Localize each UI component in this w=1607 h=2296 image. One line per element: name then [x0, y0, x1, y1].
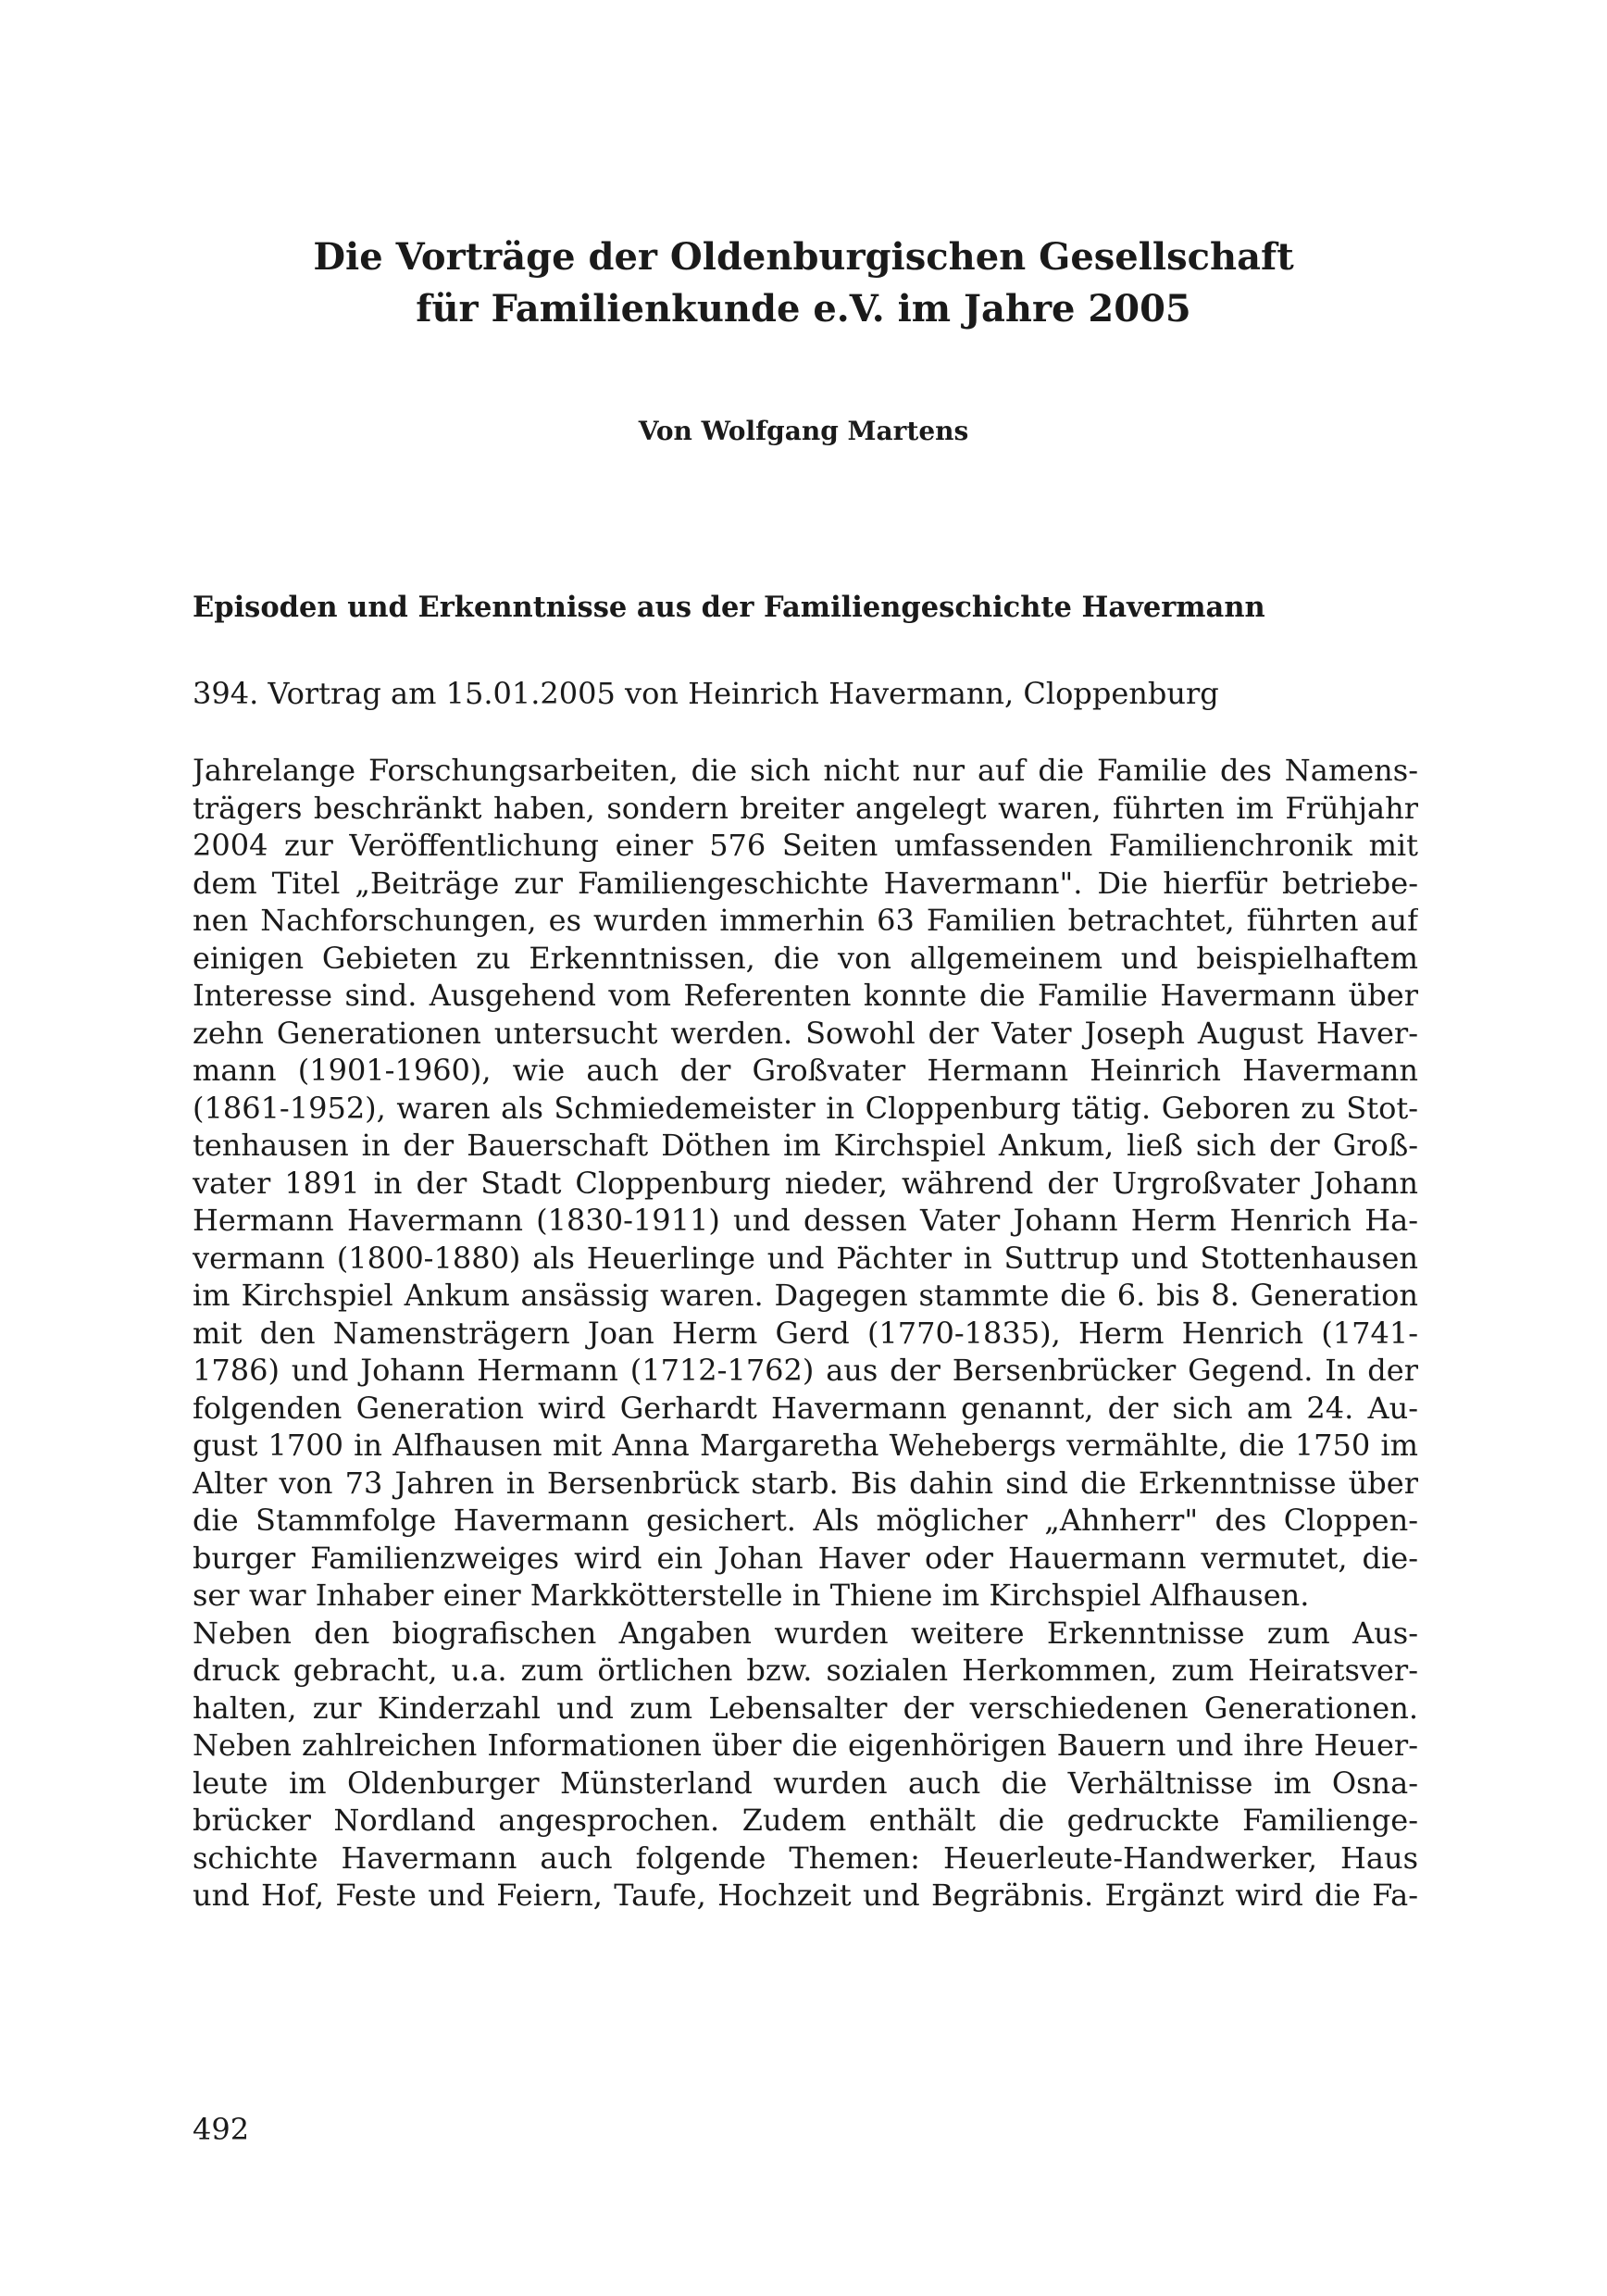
page-title-line-1: Die Vorträge der Oldenburgischen Gesellschaft [313, 235, 1294, 279]
body-line: halten, zur Kinderzahl und zum Lebensalter der verschiedenen Generationen. [193, 1690, 1418, 1726]
body-line: vater 1891 in der Stadt Cloppenburg nieder, während der Urgroßvater Johann [193, 1165, 1418, 1201]
page-title [185, 231, 1422, 335]
body-line: mit den Namensträgern Joan Herm Gerd (1770-1835), Herm Henrich (1741- [193, 1315, 1418, 1351]
author-line: Von Wolfgang Martens [638, 416, 969, 446]
body-line: Jahrelange Forschungsarbeiten, die sich nicht nur auf die Familie des Namens- [193, 753, 1418, 788]
body-line: im Kirchspiel Ankum ansässig waren. Dagegen stammte die 6. bis 8. Generation [193, 1278, 1418, 1313]
body-line: leute im Oldenburger Münsterland wurden auch die Verhältnisse im Osna- [193, 1765, 1418, 1801]
body-line: die Stammfolge Havermann gesichert. Als möglicher „Ahnherr" des Cloppen- [193, 1503, 1418, 1538]
body-line: einigen Gebieten zu Erkenntnissen, die von allgemeinem und beispielhaftem [193, 940, 1418, 976]
body-line: 1786) und Johann Hermann (1712-1762) aus der Bersenbrücker Gegend. In der [193, 1353, 1418, 1388]
page-title-line-2: für Familienkunde e.V. im Jahre 2005 [416, 287, 1191, 331]
body-line: druck gebracht, u.a. zum örtlichen bzw. sozialen Herkommen, zum Heiratsver- [193, 1653, 1418, 1688]
body-line: trägers beschränkt haben, sondern breiter angelegt waren, führten im Frühjahr [193, 790, 1418, 826]
section-heading: Episoden und Erkenntnisse aus der Familiengeschichte Havermann [193, 591, 1265, 624]
lecture-info: 394. Vortrag am 15.01.2005 von Heinrich Havermann, Cloppenburg [193, 676, 1219, 711]
body-line: Interesse sind. Ausgehend vom Referenten konnte die Familie Havermann über [193, 978, 1418, 1013]
body-line: (1861-1952), waren als Schmiedemeister in Cloppenburg tätig. Geboren zu Stot- [193, 1090, 1418, 1126]
body-line: vermann (1800-1880) als Heuerlinge und Pächter in Suttrup und Stottenhausen [193, 1240, 1418, 1276]
body-line: burger Familienzweiges wird ein Johan Haver oder Hauermann vermutet, die- [193, 1540, 1418, 1576]
body-line-paragraph-end: ser war Inhaber einer Markkötterstelle in Thiene im Kirchspiel Alfhausen. [193, 1578, 1310, 1613]
body-line: folgenden Generation wird Gerhardt Havermann genannt, der sich am 24. Au- [193, 1390, 1418, 1426]
body-line: tenhausen in der Bauerschaft Döthen im Kirchspiel Ankum, ließ sich der Groß- [193, 1128, 1418, 1163]
body-line: Neben zahlreichen Informationen über die eigenhörigen Bauern und ihre Heuer- [193, 1728, 1418, 1763]
body-line: Neben den biografischen Angaben wurden weitere Erkenntnisse zum Aus- [193, 1615, 1418, 1651]
body-text [193, 752, 1418, 1915]
body-line: und Hof, Feste und Feiern, Taufe, Hochzeit und Begräbnis. Ergänzt wird die Fa- [193, 1878, 1418, 1913]
body-line: 2004 zur Veröffentlichung einer 576 Seiten umfassenden Familienchronik mit [193, 828, 1418, 863]
body-line: gust 1700 in Alfhausen mit Anna Margaretha Wehebergs vermählte, die 1750 im [193, 1428, 1418, 1463]
body-line: zehn Generationen untersucht werden. Sowohl der Vater Joseph August Haver- [193, 1015, 1418, 1051]
body-line: nen Nachforschungen, es wurden immerhin 63 Familien betrachtet, führten auf [193, 903, 1418, 938]
body-line: Hermann Havermann (1830-1911) und dessen Vater Johann Herm Henrich Ha- [193, 1203, 1418, 1238]
page-number: 492 [193, 2112, 250, 2147]
body-line: brücker Nordland angesprochen. Zudem enthält die gedruckte Familienge- [193, 1803, 1418, 1838]
body-line: schichte Havermann auch folgende Themen: Heuerleute-Handwerker, Haus [193, 1840, 1418, 1876]
body-line: Alter von 73 Jahren in Bersenbrück starb. Bis dahin sind die Erkenntnisse über [193, 1465, 1418, 1501]
body-line: dem Titel „Beiträge zur Familiengeschichte Havermann". Die hierfür betriebe- [193, 865, 1418, 901]
body-line: mann (1901-1960), wie auch der Großvater Hermann Heinrich Havermann [193, 1053, 1418, 1088]
